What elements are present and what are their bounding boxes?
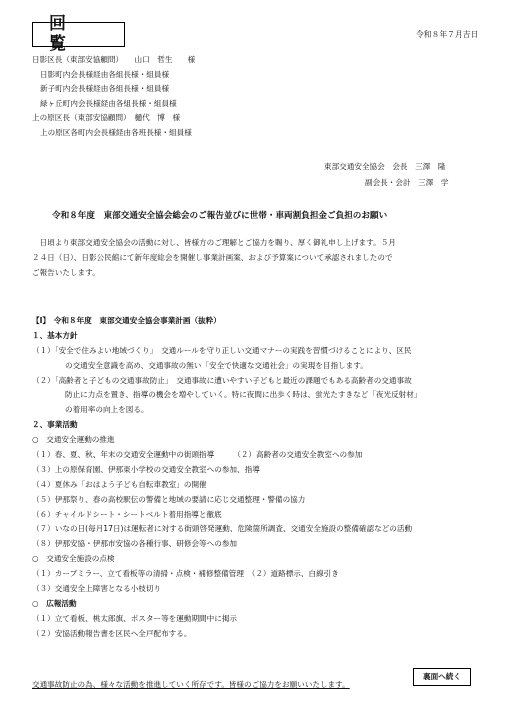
issue-date: 令和８年７月吉日 bbox=[416, 30, 479, 39]
activity-line: ○ 交通安全運動の推進 bbox=[32, 435, 115, 445]
sender-vice-president: 副会長・会計 三澤 学 bbox=[365, 177, 449, 187]
addressee-line: 新子町内会長様経由各組長様・組員様 bbox=[40, 84, 170, 94]
addressee-list bbox=[32, 56, 195, 144]
activity-line: （７）いなの日(毎月17日)は運転者に対する街頭啓発運動、危険箇所調査、交通安全施設の整備確認などの活動 bbox=[32, 524, 413, 534]
policy-line: の着用率の向上を図る。 bbox=[65, 405, 149, 415]
addressee-line: 日影区長（東部安協顧問） 山口 哲生 様 bbox=[32, 55, 196, 64]
plan-heading: 【Ⅰ】 令和８年度 東部交通安全協会事業計画（抜粋） bbox=[32, 316, 221, 325]
sender-president: 東部交通安全協会 会長 三澤 隆 bbox=[324, 162, 446, 171]
document-title: 令和８年度 東部交通安全協会総会のご報告並びに世帯・車両割負担金ご負担のお願い bbox=[52, 211, 388, 221]
addressee-line: 緑ヶ丘町内会長様経由各組長様・組員様 bbox=[40, 98, 177, 108]
continued-on-back-button[interactable]: 裏面へ続く bbox=[413, 668, 471, 686]
activity-line: （５）伊那祭り、春の高校駅伝の警備と地域の要請に応じ交通整理・警備の協力 bbox=[32, 494, 306, 504]
activity-line: （３）交通安全上障害となる小枝切り bbox=[32, 584, 162, 594]
policy-line: （２）「高齢者と子どもの交通事故防止」 交通事故に遭いやすい子どもと最近の課題でもある高齢者の交通事故 bbox=[32, 375, 412, 385]
activity-line: （６）チャイルドシート・シートベルト着用指導と徹底 bbox=[32, 509, 222, 519]
intro-line: 日頃より東部交通安全協会の活動に対し、皆様方のご理解とご協力を賜り、厚く御礼申し上げます。５月 bbox=[32, 238, 396, 247]
business-plan-section bbox=[32, 317, 482, 645]
addressee-line: 日影町内会長様経由各組長様・組員様 bbox=[40, 69, 170, 79]
policy-line: （１）「安全で住みよい地域づくり」 交通ルールを守り正しい交通マナーの実践を習慣づけることにより、区民 bbox=[32, 345, 412, 355]
pr-line: （２）安協活動報告書を区民へ全戸配布する。 bbox=[32, 628, 192, 638]
activity-line: ○ 交通安全施設の点検 bbox=[32, 554, 115, 564]
activity-line: （８）伊那安協・伊那市安協の各種行事、研修会等への参加 bbox=[32, 539, 238, 549]
addressee-line: 上の原区各町内会長様経由各班長様・組員様 bbox=[40, 127, 192, 137]
closing-statement: 交通事故防止の為、様々な活動を推進していく所存です。皆様のご協力をお願いいたします。 bbox=[32, 680, 350, 689]
intro-line: ご報告いたします。 bbox=[32, 268, 100, 277]
activities-heading: ２、事業活動 bbox=[32, 420, 78, 430]
activity-line: （４）夏休み「おはよう子ども自転車教室」の開催 bbox=[32, 479, 207, 489]
intro-paragraph bbox=[32, 239, 476, 284]
policy-line: の交通安全意識を高め、交通事故の無い「安全で快適な交通社会」の実現を目指します。 bbox=[65, 360, 368, 370]
sender-block bbox=[324, 163, 449, 194]
policy-line: 防止に力点を置き、指導の機会を増やしていく。特に夜間に出歩く時は、蛍光たすきなど「夜光反射材」 bbox=[65, 390, 422, 400]
addressee-line: 上の原区長（東部安協顧問） 樋代 博 様 bbox=[32, 113, 181, 123]
activity-line: （１）カーブミラー、立て看板等の清掃・点検・補修整備管理 （２）道路標示、白線引き bbox=[32, 569, 339, 579]
pr-heading: ○ 広報活動 bbox=[32, 598, 77, 608]
intro-line: ２４日（日）、日影公民館にて新年度総会を開催し事業計画案、および予算案について承認されましたので bbox=[32, 253, 393, 262]
activity-line: （３）上の原保育園、伊那東小学校の交通安全教室への参加、指導 bbox=[32, 464, 260, 474]
pr-line: （１）立て看板、桃太郎旗、ポスター等を運動期間中に掲示 bbox=[32, 613, 238, 623]
activity-line: （１）春、夏、秋、年末の交通安全運動中の街頭指導 （２）高齢者の交通安全教室への参加 bbox=[32, 450, 363, 460]
kairan-stamp: 回 覧 bbox=[32, 22, 125, 47]
policy-heading: １、基本方針 bbox=[32, 330, 78, 340]
